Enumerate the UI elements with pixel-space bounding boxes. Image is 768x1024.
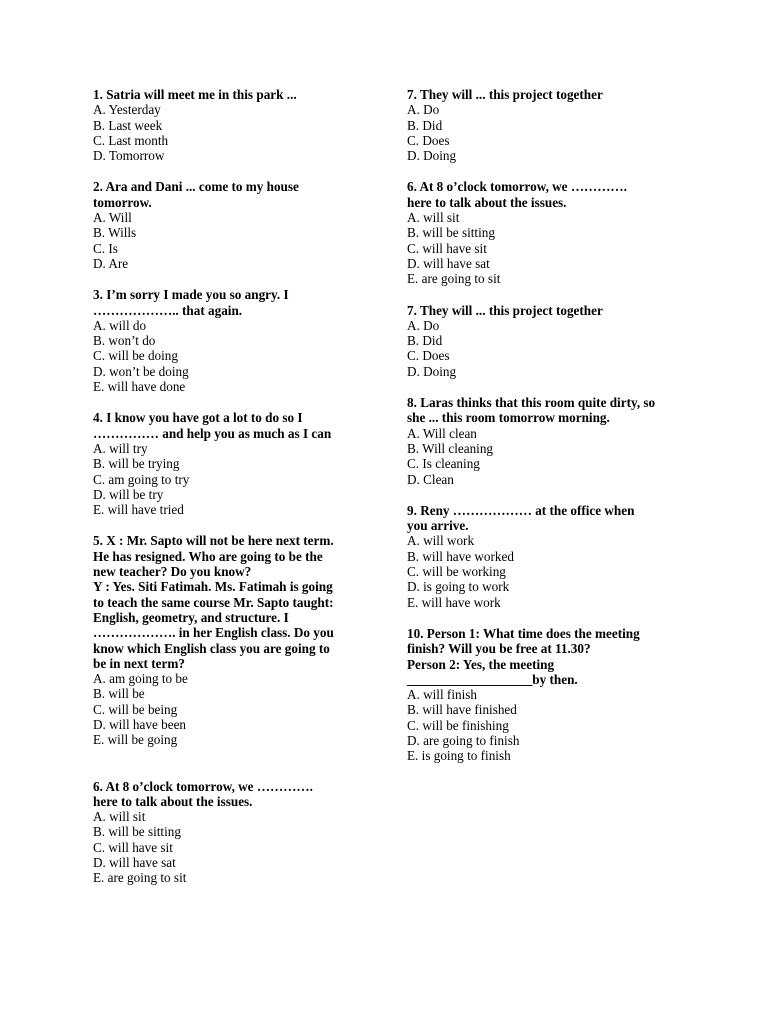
answer-option: A. will sit: [407, 210, 460, 226]
answer-options: [93, 318, 365, 394]
question-block: [93, 779, 365, 886]
answer-option: E. is going to finish: [407, 748, 511, 764]
answer-option: A. am going to be: [93, 671, 188, 687]
answer-option: B. Wills: [93, 225, 137, 241]
answer-option: B. will be: [93, 686, 145, 702]
answer-option: B. will have finished: [407, 702, 517, 718]
answer-options: [93, 210, 365, 271]
answer-option: D. will have been: [93, 716, 187, 732]
answer-option: C. will have sit: [407, 240, 487, 256]
answer-option: A. Do: [407, 317, 440, 333]
answer-option: C. will be finishing: [407, 717, 509, 733]
answer-option: C. will be doing: [93, 348, 178, 364]
question-text: 1. Satria will meet me in this park ...: [93, 87, 297, 102]
answer-option: C. will be working: [407, 564, 506, 580]
answer-options: [407, 687, 697, 763]
answer-option: A. Do: [407, 102, 440, 118]
answer-option: C. Does: [407, 132, 450, 148]
question-text: 4. I know you have got a lot to do so I …………… and help you as much as I can: [93, 410, 332, 441]
answer-options: [93, 671, 365, 747]
answer-option: A. Will clean: [407, 425, 477, 441]
answer-option: C. will have sit: [93, 839, 173, 855]
answer-option: C. am going to try: [93, 471, 190, 487]
answer-option: C. Last month: [93, 132, 169, 148]
question-text: 10. Person 1: What time does the meeting finish? Will you be free at 11.30? Person 2: Yes, the meeting ___________________by then.: [407, 625, 640, 687]
answer-options: [93, 809, 365, 885]
answer-option: A. will try: [93, 440, 148, 456]
answer-options: [407, 210, 697, 286]
answer-option: B. Last week: [93, 117, 163, 133]
question-text: 7. They will ... this project together: [407, 87, 603, 102]
answer-option: B. will be sitting: [407, 225, 495, 241]
right-column: [407, 87, 697, 764]
answer-option: D. Clean: [407, 471, 454, 487]
answer-option: B. won’t do: [93, 333, 156, 349]
answer-options: [407, 318, 697, 379]
left-column: [93, 87, 365, 886]
answer-option: D. will be try: [93, 486, 164, 502]
answer-option: B. Will cleaning: [407, 440, 494, 456]
question-text: 3. I’m sorry I made you so angry. I ……………….. that again.: [93, 287, 289, 318]
answer-option: A. will work: [407, 533, 475, 549]
answer-options: [407, 102, 697, 163]
answer-option: D. will have sat: [93, 855, 176, 871]
question-block: [93, 87, 365, 163]
question-block: [93, 179, 365, 271]
answer-options: [407, 533, 697, 609]
answer-option: D. Are: [93, 255, 129, 271]
question-block: [407, 303, 697, 379]
answer-option: D. won’t be doing: [93, 363, 189, 379]
answer-option: A. will sit: [93, 809, 146, 825]
answer-option: A. will do: [93, 317, 147, 333]
answer-option: B. Did: [407, 333, 443, 349]
question-block: [93, 533, 365, 747]
answer-option: E. are going to sit: [93, 870, 187, 886]
answer-option: D. Doing: [407, 363, 457, 379]
answer-options: [93, 441, 365, 517]
question-block: [407, 503, 697, 610]
question-block: [407, 626, 697, 764]
answer-option: B. will be sitting: [93, 824, 181, 840]
question-block: [93, 287, 365, 394]
question-text: 8. Laras thinks that this room quite dirty, so she ... this room tomorrow morning.: [407, 395, 656, 426]
answer-option: D. Doing: [407, 148, 457, 164]
question-block: [407, 179, 697, 286]
answer-option: D. will have sat: [407, 255, 490, 271]
answer-option: A. Will: [93, 210, 132, 226]
question-text: 5. X : Mr. Sapto will not be here next term. He has resigned. Who are going to be the new teacher? Do you know? Y : Yes. Siti Fatimah. Ms. Fatimah is going to teach the same course Mr. Sapto taught: English, geometry, and structure. I ………………. in her English class. Do you know which English class you are going to be in next term?: [93, 533, 334, 671]
answer-option: B. will have worked: [407, 548, 514, 564]
answer-option: B. will be trying: [93, 456, 180, 472]
answer-option: C. will be being: [93, 701, 178, 717]
answer-option: D. are going to finish: [407, 732, 520, 748]
answer-option: E. will have tried: [93, 502, 184, 518]
answer-option: B. Did: [407, 117, 443, 133]
answer-option: C. Does: [407, 348, 450, 364]
question-text: 7. They will ... this project together: [407, 302, 603, 318]
question-text: 2. Ara and Dani ... come to my house tomorrow.: [93, 179, 299, 210]
answer-option: E. will be going: [93, 732, 178, 748]
question-block: [407, 87, 697, 163]
answer-option: C. Is: [93, 240, 118, 256]
answer-option: E. are going to sit: [407, 271, 501, 287]
answer-options: [407, 426, 697, 487]
question-block: [93, 410, 365, 517]
answer-option: A. will finish: [407, 687, 477, 703]
answer-option: D. Tomorrow: [93, 148, 165, 164]
answer-option: E. will have work: [407, 594, 501, 610]
answer-option: E. will have done: [93, 379, 186, 395]
question-text: 9. Reny ……………… at the office when you arrive.: [407, 502, 635, 534]
question-text: 6. At 8 o’clock tomorrow, we …………. here to talk about the issues.: [407, 179, 627, 210]
answer-option: C. Is cleaning: [407, 456, 480, 472]
answer-option: D. is going to work: [407, 579, 510, 595]
answer-options: [93, 102, 365, 163]
question-text: 6. At 8 o’clock tomorrow, we …………. here to talk about the issues.: [93, 778, 313, 809]
question-block: [407, 395, 697, 487]
answer-option: A. Yesterday: [93, 102, 161, 118]
